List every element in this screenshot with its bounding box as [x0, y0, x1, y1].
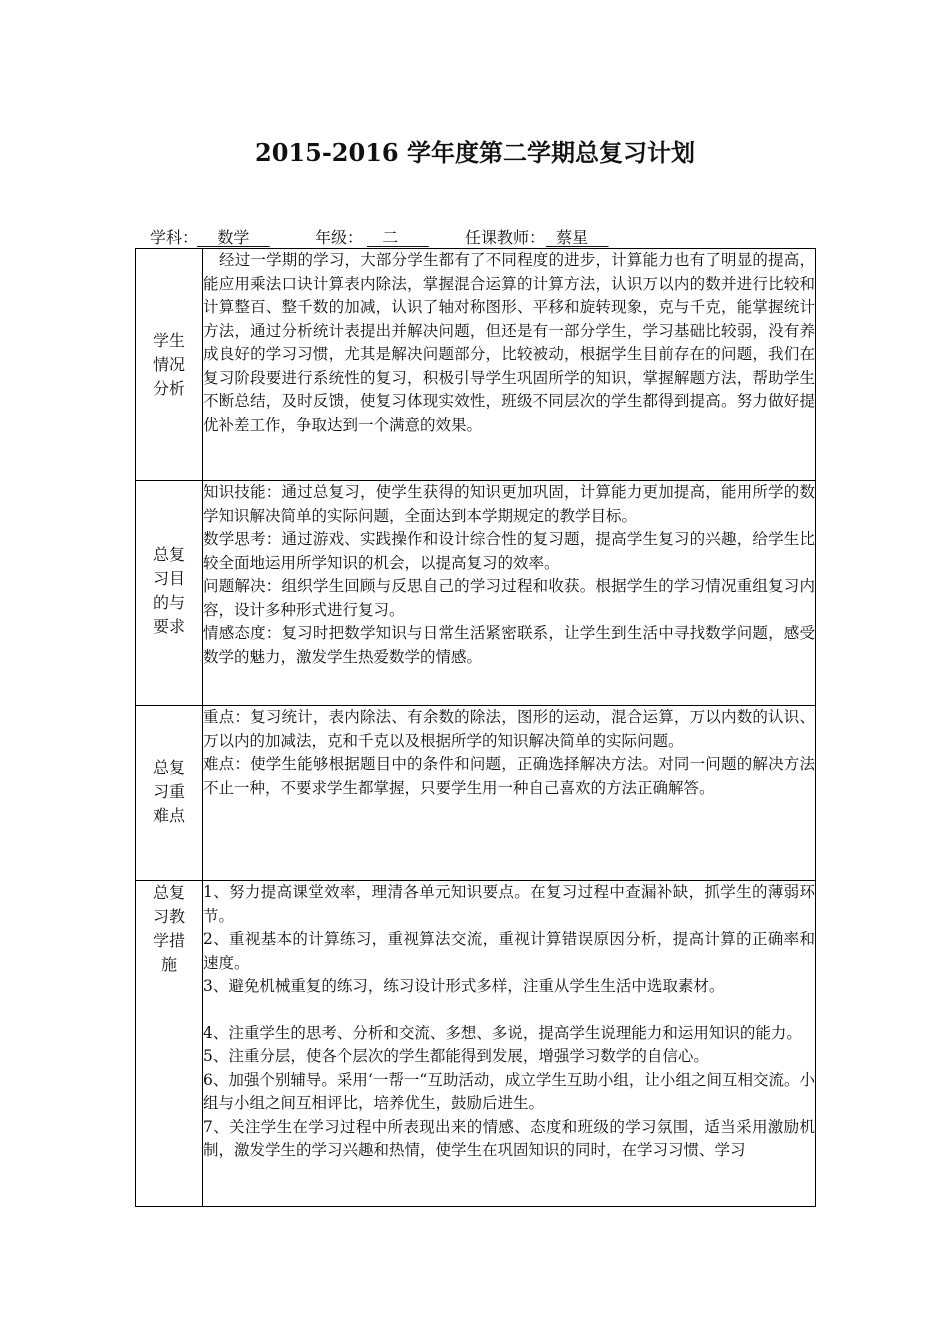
teacher-label: 任课教师： [465, 228, 546, 247]
row-label-student-analysis: 学生情况分析 [152, 331, 185, 398]
paragraph: 问题解决：组织学生回顾与反思自己的学习过程和收获。根据学生的学习情况重组复习内容，设计多种形式进行复习。 [203, 577, 815, 619]
table-row-student-analysis [136, 249, 816, 481]
blank-line [203, 999, 815, 1022]
paragraph: 数学思考：通过游戏、实践操作和设计综合性的复习题，提高学生复习的兴趣，给学生比较全面地运用所学知识的机会，以提高复习的效率。 [203, 530, 815, 572]
paragraph: 知识技能：通过总复习，使学生获得的知识更加巩固，计算能力更加提高，能用所学的数学知识解决简单的实际问题，全面达到本学期规定的教学目标。 [203, 483, 815, 525]
row-header [136, 881, 203, 1207]
page-title: 2015-2016 学年度第二学期总复习计划 [255, 138, 695, 167]
row-content-key-points [203, 706, 816, 881]
row-header [136, 706, 203, 881]
paragraph: 重点：复习统计，表内除法、有余数的除法，图形的运动，混合运算，万以内数的认识、万以内的加减法，克和千克以及根据所学的知识解决简单的实际问题。 [203, 708, 815, 750]
paragraph: 2、重视基本的计算练习，重视算法交流，重视计算错误原因分析，提高计算的正确率和速度。 [203, 930, 815, 972]
table-row-measures [136, 881, 816, 1207]
row-header [136, 481, 203, 706]
subject-value: 数学 [217, 228, 250, 247]
row-label-goals: 总复习目的与要求 [152, 545, 185, 636]
paragraph: 难点：使学生能够根据题目中的条件和问题，正确选择解决方法。对同一问题的解决方法不止一种，不要求学生都掌握，只要学生用一种自己喜欢的方法正确解答。 [203, 755, 815, 797]
row-label-measures: 总复习教学措施 [152, 883, 185, 974]
paragraph: 5、注重分层，使各个层次的学生都能得到发展，增强学习数学的自信心。 [203, 1047, 709, 1065]
table-row-key-points [136, 706, 816, 881]
paragraph: 情感态度：复习时把数学知识与日常生活紧密联系，让学生到生活中寻找数学问题，感受数学的魅力，激发学生热爱数学的情感。 [203, 624, 815, 666]
grade-value: 二 [382, 228, 399, 247]
row-content-measures [203, 881, 816, 1207]
paragraph: 经过一学期的学习，大部分学生都有了不同程度的进步，计算能力也有了明显的提高，能应用乘法口诀计算表内除法，掌握混合运算的计算方法，认识万以内的数并进行比较和计算整百、整千数的加减，认识了轴对称图形、平移和旋转现象，克与千克，能掌握统计方法，通过分析统计表提出并解决问题，但还是有一部分学生，学习基础比较弱，没有养成良好的学习习惯，尤其是解决问题部分，比较被动，根据学生目前存在的问题，我们在复习阶段要进行系统性的复习，积极引导学生巩固所学的知识，掌握解题方法，帮助学生不断总结，及时反馈，使复习体现实效性，班级不同层次的学生都得到提高。努力做好提优补差工作，争取达到一个满意的效果。 [203, 251, 815, 434]
row-header [136, 249, 203, 481]
row-content-student-analysis [203, 249, 816, 481]
row-content-goals [203, 481, 816, 706]
subject-label: 学科： [150, 228, 199, 247]
paragraph: 7、关注学生在学习过程中所表现出来的情感、态度和班级的学习氛围，适当采用激励机制，激发学生的学习兴趣和热情，使学生在巩固知识的同时，在学习习惯、学习 [203, 1117, 815, 1159]
paragraph: 1、努力提高课堂效率，理清各单元知识要点。在复习过程中查漏补缺，抓学生的薄弱环节。 [203, 883, 815, 925]
paragraph: 6、加强个别辅导。采用‘一帮一“互助活动，成立学生互助小组，让小组之间互相交流。小组与小组之间互相评比，培养优生，鼓励后进生。 [203, 1070, 815, 1112]
teacher-value: 蔡星 [556, 228, 589, 247]
paragraph: 3、避免机械重复的练习，练习设计形式多样，注重从学生生活中选取素材。 [203, 977, 725, 995]
grade-label: 年级： [315, 228, 364, 247]
row-label-key-points: 总复习重难点 [152, 758, 185, 825]
review-plan-table [135, 248, 816, 1207]
paragraph: 4、注重学生的思考、分析和交流、多想、多说，提高学生说理能力和运用知识的能力。 [203, 1023, 802, 1042]
table-row-goals [136, 481, 816, 706]
